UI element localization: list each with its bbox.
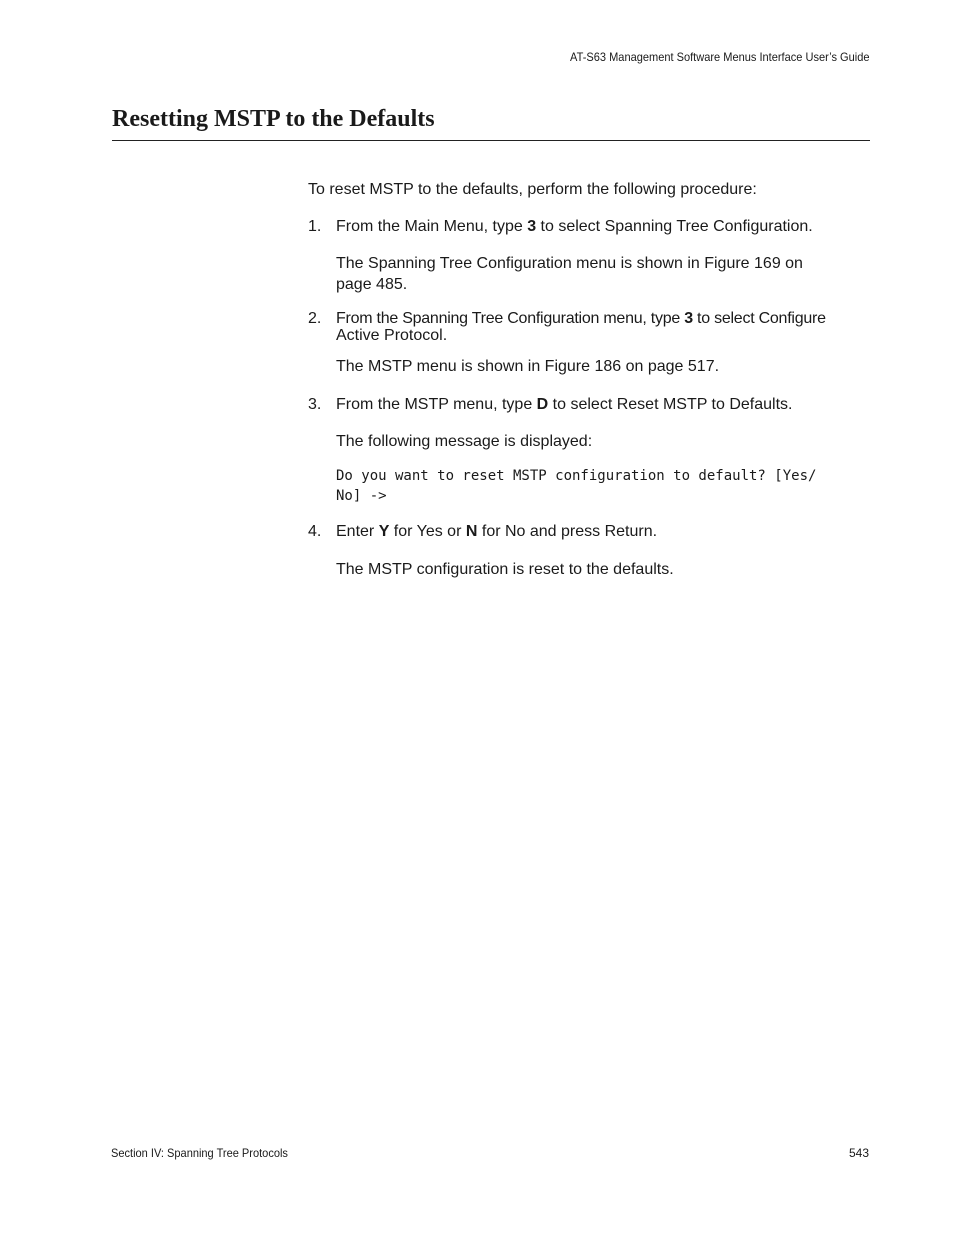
step-1-text-before: From the Main Menu, type [336,218,528,235]
step-1-text [336,216,813,237]
step-4-key-no: N [465,523,478,540]
step-4-text-middle: for Yes or [389,523,466,540]
step-2-text-after: to select Configure [692,310,826,327]
step-1-key: 3 [527,218,537,235]
step-3-key: D [536,396,549,413]
step-3-text-after: to select Reset MSTP to Defaults. [548,396,793,413]
step-4-text [336,521,657,542]
step-3-note: The following message is displayed: [336,433,593,450]
message-code-line1: Do you want to reset MSTP configuration to default? [Yes/ [336,468,817,484]
step-4-number: 4. [308,523,322,540]
message-code-line2: No] -> [336,488,387,504]
step-4-text-before: Enter [336,523,379,540]
step-4-note: The MSTP configuration is reset to the defaults. [336,561,674,578]
step-3-text-before: From the MSTP menu, type [336,396,537,413]
step-2-note: The MSTP menu is shown in Figure 186 on page 517. [336,358,720,375]
step-1-note-line2: page 485. [336,276,408,293]
step-2-number: 2. [308,310,322,327]
step-2-text-line2: Active Protocol. [336,327,448,344]
title-rule [112,140,870,141]
intro-paragraph: To reset MSTP to the defaults, perform the following procedure: [308,181,757,198]
step-1-text-after: to select Spanning Tree Configuration. [536,218,813,235]
step-3-number: 3. [308,396,322,413]
step-2-text-before: From the Spanning Tree Configuration menu, type [336,310,685,327]
footer-page-number: 543 [848,1146,869,1160]
section-title: Resetting MSTP to the Defaults [112,106,435,132]
step-4-text-after: for No and press Return. [477,523,658,540]
step-1-note-line1: The Spanning Tree Configuration menu is shown in Figure 169 on [336,255,803,272]
step-3-text [336,394,792,415]
footer-section-label: Section IV: Spanning Tree Protocols [111,1146,288,1160]
step-1-number: 1. [308,218,322,235]
running-header: AT-S63 Management Software Menus Interface User’s Guide [569,50,869,64]
step-2-key: 3 [684,310,693,327]
step-4-key-yes: Y [378,523,390,540]
